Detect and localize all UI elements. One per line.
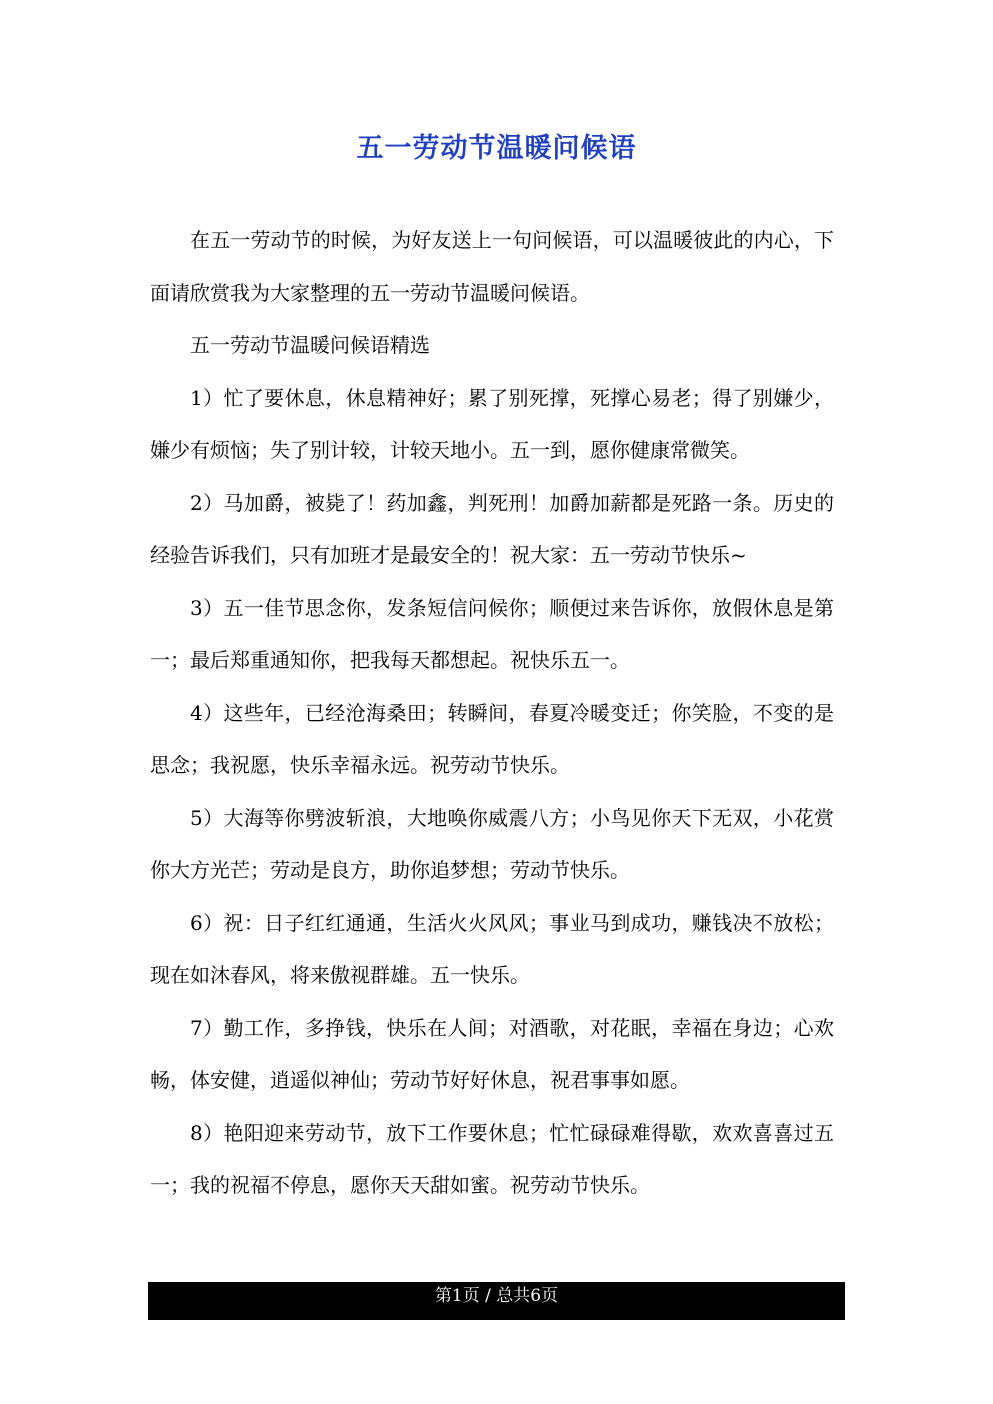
page-footer [148,1282,845,1320]
page-number-label: 第1页 / 总共6页 [434,1286,559,1306]
greeting-item-2: 2）马加爵，被毙了！药加鑫，判死刑！加爵加薪都是死路一条。历史的经验告诉我们，只有加班才是最安全的！祝大家：五一劳动节快乐~ [150,490,834,567]
intro-paragraph: 在五一劳动节的时候，为好友送上一句问候语，可以温暖彼此的内心，下面请欣赏我为大家整理的五一劳动节温暖问候语。 [150,228,834,305]
page-title: 五一劳动节温暖问候语 [356,133,637,164]
greeting-item-7: 7）勤工作，多挣钱，快乐在人间；对酒歌，对花眠，幸福在身边；心欢畅，体安健，逍遥似神仙；劳动节好好休息，祝君事事如愿。 [150,1015,834,1092]
section-heading: 五一劳动节温暖问候语精选 [190,333,430,357]
greeting-item-1: 1）忙了要休息，休息精神好；累了别死撑，死撑心易老；得了别嫌少，嫌少有烦恼；失了别计较，计较天地小。五一到，愿你健康常微笑。 [150,385,834,462]
greeting-item-5: 5）大海等你劈波斩浪，大地唤你威震八方；小鸟见你天下无双，小花赏你大方光芒；劳动是良方，助你追梦想；劳动节快乐。 [150,805,834,882]
document-body [150,214,834,1212]
greeting-item-8: 8）艳阳迎来劳动节，放下工作要休息；忙忙碌碌难得歇，欢欢喜喜过五一；我的祝福不停息，愿你天天甜如蜜。祝劳动节快乐。 [150,1120,834,1197]
greeting-item-4: 4）这些年，已经沧海桑田；转瞬间，春夏冷暖变迁；你笑脸，不变的是思念；我祝愿，快乐幸福永远。祝劳动节快乐。 [150,700,834,777]
greeting-item-6: 6）祝：日子红红通通，生活火火风风；事业马到成功，赚钱决不放松；现在如沐春风，将来傲视群雄。五一快乐。 [150,910,834,987]
greeting-item-3: 3）五一佳节思念你，发条短信问候你；顺便过来告诉你，放假休息是第一；最后郑重通知你，把我每天都想起。祝快乐五一。 [150,595,834,672]
